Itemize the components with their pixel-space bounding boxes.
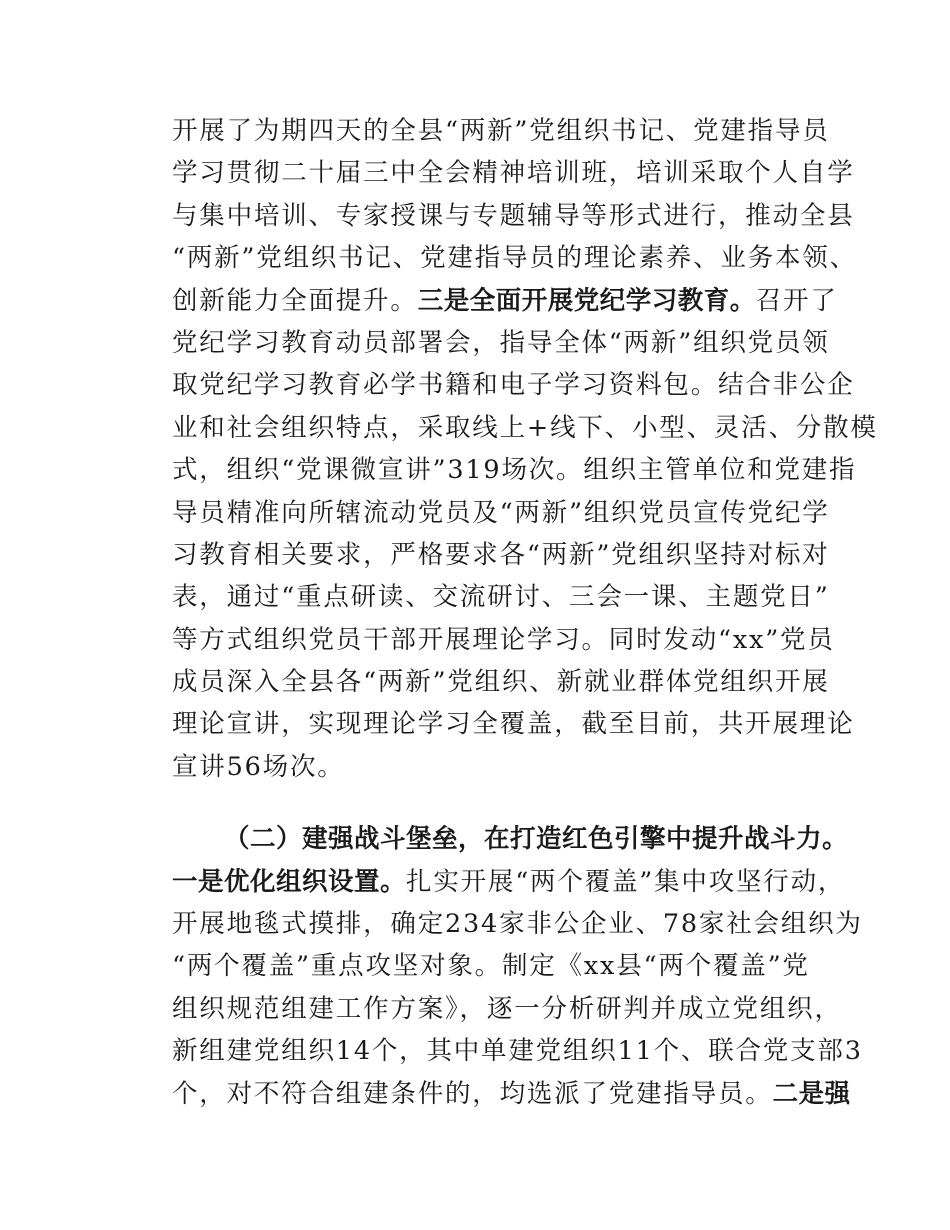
text-line: 开展地毯式摸排，确定234家非公企业、78家社会组织为: [172, 909, 863, 940]
bold-subheading: 一是优化组织设置。: [172, 866, 407, 897]
text-line: [172, 280, 838, 322]
text-run: 扎实开展“两个覆盖”集中攻坚行动，: [406, 866, 846, 897]
text-line: 成员深入全县各“两新”党组织、新就业群体党组织开展: [172, 667, 830, 698]
text-line: 理论宣讲，实现理论学习全覆盖，截至目前，共开展理论: [172, 709, 855, 740]
bold-subheading: 三是全面开展党纪学习教育。: [417, 285, 756, 316]
text-line: “两个覆盖”重点攻坚对象。制定《xx县“两个覆盖”党: [172, 951, 810, 982]
text-run: 创新能力全面提升。: [172, 285, 418, 316]
text-line: 导员精准向所辖流动党员及“两新”组织党员宣传党纪学: [172, 497, 830, 528]
section-heading: [172, 818, 849, 860]
text-line: 取党纪学习教育必学书籍和电子学习资料包。结合非公企: [172, 370, 855, 401]
text-run: 个，对不符合组建条件的，均选派了党建指导员。: [172, 1078, 773, 1109]
paragraph-gap: [172, 788, 812, 818]
text-line: 等方式组织党员干部开展理论学习。同时发动“xx”党员: [172, 624, 835, 655]
text-line: 学习贯彻二十届三中全会精神培训班，培训采取个人自学: [172, 158, 855, 189]
text-run: 召开了: [755, 285, 838, 316]
text-line: 宣讲56场次。: [172, 751, 345, 782]
text-line: 业和社会组织特点，采取线上+线下、小型、灵活、分散模: [172, 412, 878, 443]
body-text: [172, 110, 878, 1115]
text-line: 习教育相关要求，严格要求各“两新”党组织坚持对标对: [172, 539, 830, 570]
text-line: [172, 861, 846, 903]
text-line: 组织规范组建工作方案》，逐一分析研判并成立党组织，: [172, 993, 842, 1024]
text-line: 与集中培训、专家授课与专题辅导等形式进行，推动全县: [172, 200, 855, 231]
section-heading-text: （二）建强战斗堡垒，在打造红色引擎中提升战斗力。: [224, 824, 849, 855]
text-line: 开展了为期四天的全县“两新”党组织书记、党建指导员: [172, 116, 830, 146]
text-line: 新组建党组织14个，其中单建党组织11个、联合党支部3: [172, 1036, 863, 1067]
text-line: 党纪学习教育动员部署会，指导全体“两新”组织党员领: [172, 327, 830, 358]
text-line: “两新”党组织书记、党建指导员的理论素养、业务本领、: [172, 243, 857, 274]
text-line: 表，通过“重点研读、交流研讨、三会一课、主题党日”: [172, 582, 830, 613]
text-line: 式，组织“党课微宣讲”319场次。组织主管单位和党建指: [172, 455, 857, 486]
bold-subheading: 二是强: [772, 1078, 851, 1109]
text-line: [172, 1073, 851, 1115]
